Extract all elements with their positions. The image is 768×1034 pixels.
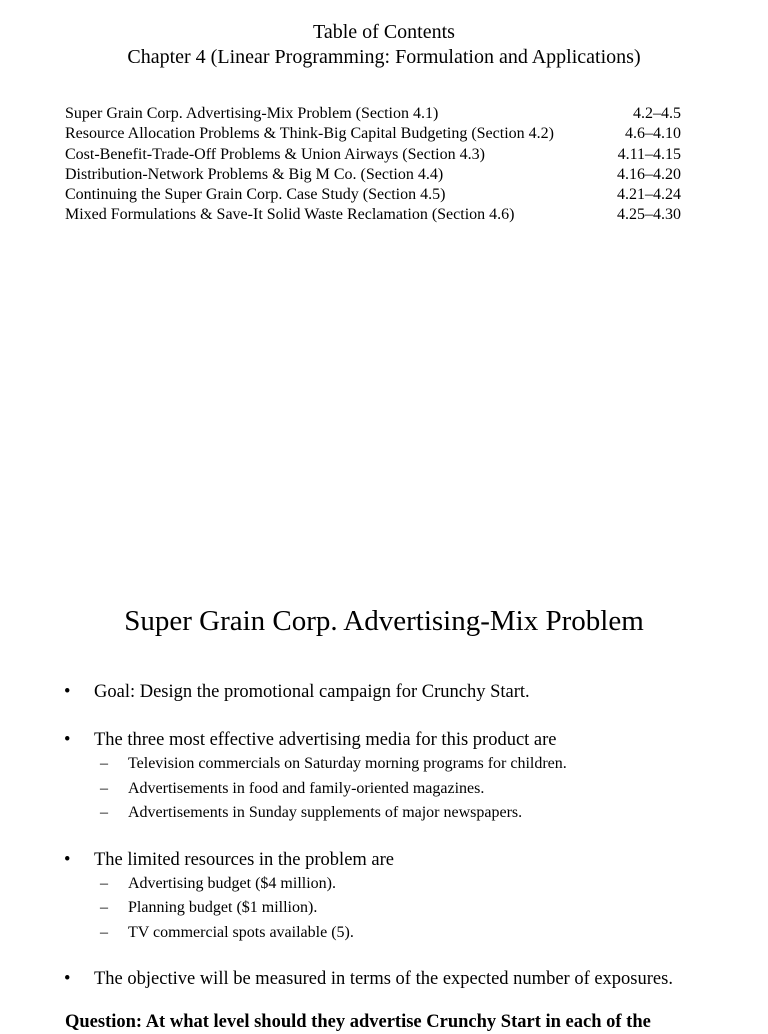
dash: – — [100, 779, 108, 797]
toc-entry-pages: 4.16–4.20 — [617, 165, 681, 183]
toc-list — [65, 104, 681, 226]
sub-item — [94, 801, 768, 826]
sub-item-text: Advertisements in food and family-oriented magazines. — [128, 779, 485, 797]
bullet-dot: • — [64, 682, 71, 702]
dash: – — [100, 923, 108, 941]
sub-item — [94, 777, 768, 802]
sub-item-text: TV commercial spots available (5). — [128, 923, 354, 941]
sub-item-text: Television commercials on Saturday morning programs for children. — [128, 755, 567, 772]
toc-entry-label: Resource Allocation Problems & Think-Big Capital Budgeting (Section 4.2) — [65, 125, 554, 143]
bullet-dot: • — [64, 730, 71, 750]
dash: – — [100, 804, 108, 821]
toc-entry[interactable] — [65, 124, 681, 144]
bullet-text: The limited resources in the problem are — [94, 849, 395, 870]
bullet-item — [0, 967, 768, 991]
toc-entry[interactable] — [65, 165, 681, 185]
bullet-text: Goal: Design the promotional campaign for Crunchy Start. — [94, 682, 530, 702]
bullet-item — [0, 848, 768, 946]
dash: – — [100, 899, 108, 916]
dash: – — [100, 755, 108, 772]
toc-entry-pages: 4.25–4.30 — [617, 206, 681, 224]
sub-list — [94, 752, 768, 826]
sub-item — [94, 752, 768, 777]
bullet-text: The three most effective advertising media for this product are — [94, 730, 557, 750]
sub-item — [94, 872, 768, 897]
sub-item-text: Planning budget ($1 million). — [128, 899, 318, 916]
bullet-item — [0, 728, 768, 826]
bullet-text: The objective will be measured in terms of the expected number of exposures. — [94, 969, 673, 989]
slide-title: Super Grain Corp. Advertising-Mix Problem — [124, 605, 644, 637]
dash: – — [100, 874, 108, 892]
sub-item-text: Advertising budget ($4 million). — [128, 874, 336, 892]
bullet-dot: • — [64, 849, 71, 870]
toc-entry[interactable] — [65, 205, 681, 225]
toc-entry[interactable] — [65, 185, 681, 205]
sub-item — [94, 896, 768, 921]
question-text: Question: At what level should they advertise Crunchy Start in each of the — [65, 1012, 651, 1032]
toc-entry[interactable] — [65, 145, 681, 165]
toc-entry-pages: 4.21–4.24 — [617, 186, 681, 204]
toc-entry[interactable] — [65, 104, 681, 124]
toc-entry-label: Mixed Formulations & Save-It Solid Waste Reclamation (Section 4.6) — [65, 206, 515, 224]
toc-chapter: Chapter 4 (Linear Programming: Formulation and Applications) — [127, 46, 641, 68]
sub-item-text: Advertisements in Sunday supplements of major newspapers. — [128, 804, 523, 821]
toc-title — [0, 20, 768, 70]
sub-list — [94, 872, 768, 946]
toc-entry-pages: 4.6–4.10 — [625, 125, 681, 143]
toc-entry-pages: 4.11–4.15 — [617, 145, 681, 163]
toc-heading: Table of Contents — [313, 21, 455, 43]
toc-entry-label: Continuing the Super Grain Corp. Case Study (Section 4.5) — [65, 186, 446, 204]
toc-entry-pages: 4.2–4.5 — [633, 105, 681, 122]
toc-entry-label: Super Grain Corp. Advertising-Mix Problem (Section 4.1) — [65, 105, 439, 122]
sub-item — [94, 921, 768, 946]
toc-entry-label: Cost-Benefit-Trade-Off Problems & Union Airways (Section 4.3) — [65, 145, 485, 163]
bullet-item — [0, 680, 768, 704]
bullet-list — [0, 680, 768, 991]
bullet-dot: • — [64, 969, 71, 989]
toc-entry-label: Distribution-Network Problems & Big M Co. (Section 4.4) — [65, 165, 444, 183]
